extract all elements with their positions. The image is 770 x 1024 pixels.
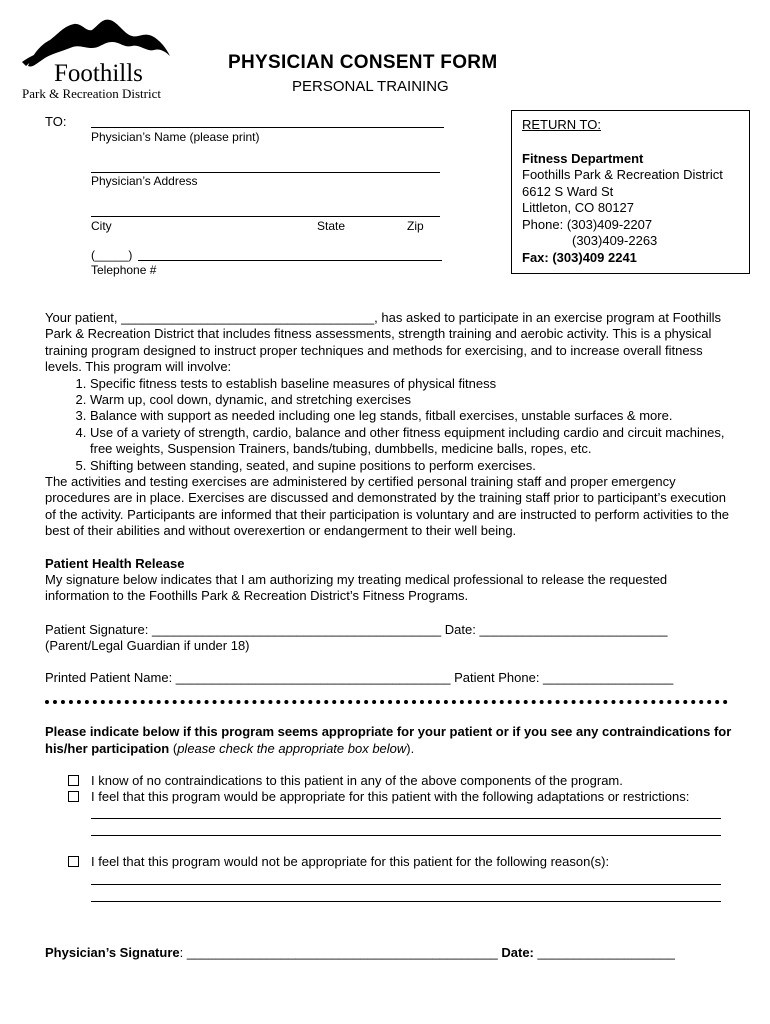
option-label: I know of no contraindications to this patient in any of the above components of the program. (91, 773, 623, 788)
adaptations-line-2[interactable] (91, 835, 721, 836)
patient-signature-field[interactable]: Patient Signature: ________________________________________ Date: __________________________ (45, 622, 668, 637)
option-label: I feel that this program would not be appropriate for this patient for the following reason(s): (91, 854, 610, 869)
checkbox[interactable] (68, 775, 79, 786)
physician-signature-line: : ___________________________________________ (179, 945, 498, 960)
return-to-heading: RETURN TO: (522, 117, 601, 132)
return-to-box (511, 110, 750, 274)
instruction-paren-close: ). (406, 741, 415, 756)
district-logo (20, 14, 190, 100)
checkbox[interactable] (68, 791, 79, 802)
release-heading: Patient Health Release (45, 556, 185, 571)
intro-paragraph: Your patient, ___________________________________, has asked to participate in an exercise program at Foothills Park & Recreation District that includes fitness assessments, strength training and aerobic activity. This is a physical training program designed to instruct proper techniques and methods for exercising, and to increase overall fitness levels. This program will involve: (45, 310, 722, 375)
phone-area-code: (_____) (91, 248, 133, 262)
date-line: ___________________ (533, 945, 675, 960)
logo-name: Foothills (54, 60, 143, 87)
section-divider (45, 700, 728, 704)
physician-instruction (45, 723, 735, 757)
physician-address-label: Physician’s Address (91, 174, 198, 188)
checkbox[interactable] (68, 856, 79, 867)
reasons-line-1[interactable] (91, 884, 721, 885)
telephone-field[interactable] (138, 260, 442, 261)
adaptations-line-1[interactable] (91, 818, 721, 819)
return-org: Foothills Park & Recreation District (522, 167, 723, 182)
form-subtitle: PERSONAL TRAINING (292, 78, 449, 95)
return-fax: Fax: (303)409 2241 (522, 249, 637, 265)
physician-name-field[interactable] (91, 127, 444, 128)
list-item: 4. Use of a variety of strength, cardio, balance and other fitness equipment including cardio and circuit machines, free weights, Suspension Trainers, bands/tubing, dumbbells, medicine balls, ropes, etc. (90, 425, 735, 458)
return-city: Littleton, CO 80127 (522, 200, 635, 215)
date-label: Date: (501, 945, 534, 960)
option-not-appropriate[interactable] (68, 854, 609, 869)
city-state-zip-field[interactable] (91, 216, 440, 217)
list-item: 2. Warm up, cool down, dynamic, and stretching exercises (90, 392, 735, 408)
list-item: 5. Shifting between standing, seated, and supine positions to perform exercises. (90, 458, 735, 474)
release-text: My signature below indicates that I am authorizing my treating medical professional to release the requested information to the Foothills Park & Recreation District’s Fitness Programs. (45, 572, 668, 604)
list-item: 1. Specific fitness tests to establish baseline measures of physical fitness (90, 376, 735, 392)
program-list (45, 376, 735, 474)
telephone-label: Telephone # (91, 263, 157, 277)
zip-label: Zip (407, 219, 424, 233)
option-with-adaptations[interactable] (68, 789, 689, 804)
return-phone: Phone: (303)409-2207 (522, 216, 653, 232)
option-no-contraindications[interactable] (68, 773, 623, 788)
logo-subtitle: Park & Recreation District (22, 86, 161, 101)
instruction-bold: Please indicate below if this program seems appropriate for your patient or if you see any contraindications for his/her participation (45, 724, 732, 756)
option-label: I feel that this program would be appropriate for this patient with the following adaptations or restrictions: (91, 789, 690, 804)
instruction-italic: please check the appropriate box below (177, 741, 407, 756)
physician-signature-label: Physician’s Signature (45, 945, 180, 960)
return-phone2: (303)409-2263 (572, 233, 658, 248)
physician-name-label: Physician’s Name (please print) (91, 130, 260, 144)
state-label: State (317, 219, 346, 233)
guardian-note: (Parent/Legal Guardian if under 18) (45, 638, 250, 653)
reasons-line-2[interactable] (91, 901, 721, 902)
physician-address-field[interactable] (91, 172, 440, 173)
instruction-paren-open: ( (169, 741, 178, 756)
program-description (45, 310, 735, 540)
administration-paragraph: The activities and testing exercises are administered by certified personal training staff and proper emergency procedures are in place. Exercises are discussed and demonstrated by the training staff prior to participant’s execution of the activity. Participants are informed that their participation is voluntary and are instructed to perform activities to the best of their abilities and without overexertion or endangerment to their well being. (45, 474, 730, 539)
return-street: 6612 S Ward St (522, 183, 614, 199)
return-dept: Fitness Department (522, 150, 644, 166)
physician-signature-field[interactable] (45, 945, 675, 960)
form-title: PHYSICIAN CONSENT FORM (228, 52, 498, 73)
to-label: TO: (45, 114, 67, 129)
city-label: City (91, 219, 112, 233)
list-item: 3. Balance with support as needed including one leg stands, fitball exercises, unstable surfaces & more. (90, 408, 735, 424)
printed-name-field[interactable]: Printed Patient Name: ______________________________________ Patient Phone: __________________ (45, 670, 674, 685)
